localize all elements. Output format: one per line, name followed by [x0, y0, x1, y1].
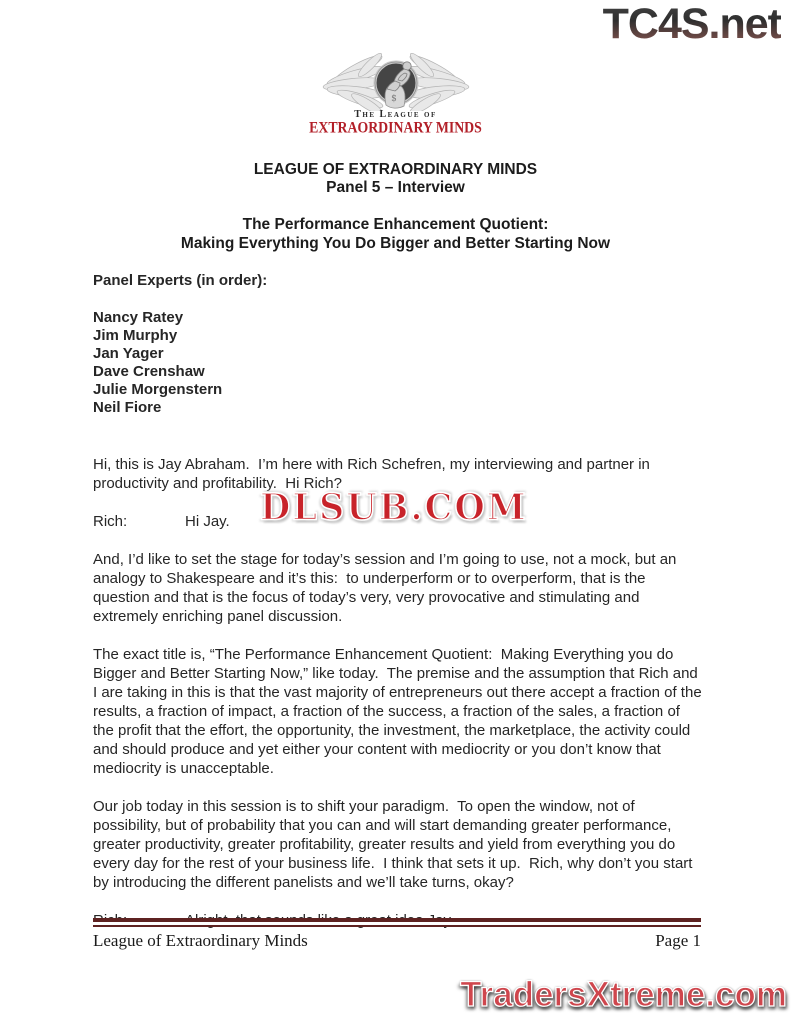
dialogue-text: Hi Jay. [185, 513, 230, 530]
subtitle-line1: The Performance Enhancement Quotient: [242, 216, 549, 233]
title-line2: Panel 5 – Interview [326, 179, 465, 196]
dlsub-watermark: DLSUB.COM [260, 485, 528, 530]
expert-name: Julie Morgenstern [93, 381, 223, 398]
expert-name: Jan Yager [93, 345, 164, 362]
panel-experts-list [93, 309, 703, 417]
winged-emblem-icon [0, 53, 791, 111]
league-logo [0, 53, 791, 137]
document-subtitle [0, 215, 791, 253]
paragraph: Our job today in this session is to shift your paradigm. To open the window, not of possibility, but of probability that you can and will start demanding greater performance, greater productivity, greater profitability, greater results and yield from everything you do every day for the rest of your business life. I think that sets it up. Rich, why don’t you start by introducing the different panelists and we’ll take turns, okay? [93, 798, 697, 891]
logo-text-line1: The League of [354, 109, 437, 120]
tc4s-watermark: TC4S.net [602, 0, 781, 48]
page-footer [93, 931, 701, 951]
logo-text-line2: EXTRAORDINARY MINDS [309, 120, 482, 137]
subtitle-line2: Making Everything You Do Bigger and Better Starting Now [180, 235, 611, 252]
paragraph: Hi, this is Jay Abraham. I’m here with Rich Schefren, my interviewing and partner in productivity and profitability. Hi Rich? [93, 456, 655, 492]
footer-page-number: Page 1 [655, 931, 701, 950]
expert-name: Jim Murphy [93, 327, 178, 344]
footer-divider [93, 918, 701, 927]
expert-name: Dave Crenshaw [93, 363, 205, 380]
transcript-body [93, 271, 706, 949]
footer-document-name: League of Extraordinary Minds [93, 931, 308, 950]
speaker-label: Rich: [93, 513, 128, 530]
tradersxtreme-watermark: TradersXtreme.com [460, 975, 787, 1014]
paragraph: And, I’d like to set the stage for today’s session and I’m going to use, not a mock, but an analogy to Shakespeare and it’s this: to underperform or to overperform, that is the question and that is the focus of today’s very, very provocative and stimulating and extremely enriching panel discussion. [93, 551, 681, 625]
panel-experts-heading: Panel Experts (in order): [93, 272, 268, 289]
expert-name: Neil Fiore [93, 399, 162, 416]
document-title [0, 161, 791, 197]
svg-text:$: $ [390, 94, 397, 104]
title-line1: LEAGUE OF EXTRAORDINARY MINDS [253, 161, 538, 178]
expert-name: Nancy Ratey [93, 309, 184, 326]
paragraph: The exact title is, “The Performance Enhancement Quotient: Making Everything you do Bigger and Better Starting Now,” like today. The premise and the assumption that Rich and I are taking in this is that the vast majority of entrepreneurs out there accept a fraction of the results, a fraction of impact, a fraction of the success, a fraction of the sales, a fraction of the profit that the effort, the opportunity, the investment, the marketplace, the activity could and should produce and yet either your content with mediocrity or you don’t know that mediocrity is unacceptable. [93, 646, 706, 777]
